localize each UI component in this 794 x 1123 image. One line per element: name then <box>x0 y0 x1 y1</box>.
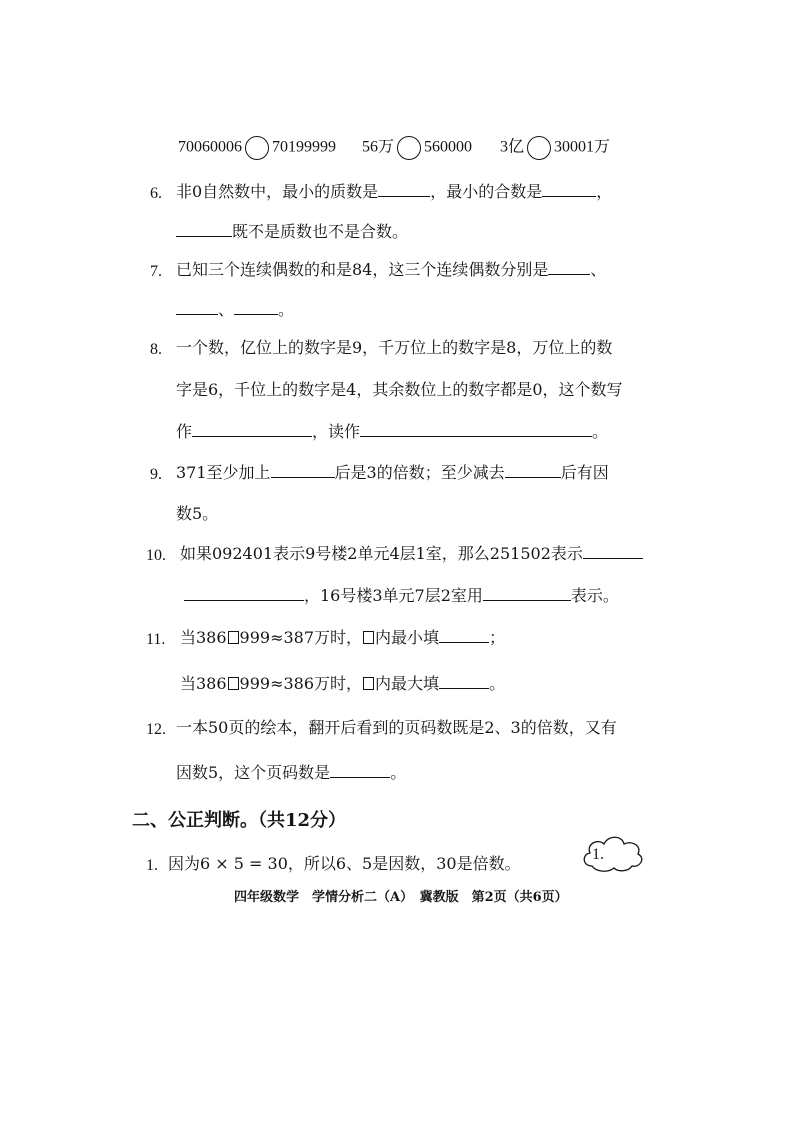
q6-line1 <box>176 182 612 202</box>
q11-line1 <box>180 628 505 648</box>
q7-end: 。 <box>278 300 295 319</box>
answer-cloud-icon[interactable] <box>580 832 646 874</box>
q11-box1 <box>228 631 239 644</box>
q7-blank1[interactable] <box>548 260 590 275</box>
q12-end: 。 <box>390 763 407 782</box>
q9-line2 <box>176 504 218 524</box>
q9-blank1[interactable] <box>271 463 335 478</box>
q9-number: 9. <box>150 466 162 483</box>
q7-line2 <box>176 300 294 320</box>
q12-line2 <box>176 763 406 783</box>
q6-text3: ， <box>596 182 613 201</box>
q9-text2: 后是3的倍数；至少减去 <box>334 463 505 482</box>
q8-number: 8. <box>150 341 162 358</box>
q8-blank2[interactable] <box>360 422 592 437</box>
section-title: 二、公正判断。（共12分） <box>132 810 347 831</box>
q11-blank1[interactable] <box>439 628 489 643</box>
q7-sep2: 、 <box>218 300 235 319</box>
q11-box1b <box>363 631 374 644</box>
q10-text3: 表示。 <box>570 586 619 605</box>
q8-line1 <box>176 338 612 358</box>
q8-line3 <box>176 422 608 442</box>
q6-number: 6. <box>150 185 162 202</box>
q11-text2a: 当386 <box>180 674 227 693</box>
q6-blank3[interactable] <box>176 222 232 237</box>
q11-box2 <box>228 677 239 690</box>
q11-text2d: 。 <box>489 674 506 693</box>
q11-text2b: 999≈386万时， <box>239 674 363 693</box>
q11-text1b: 999≈387万时， <box>239 628 363 647</box>
q6-text1: 非0自然数中，最小的质数是 <box>176 182 379 201</box>
q7-sep1: 、 <box>590 260 607 279</box>
q12-line1 <box>176 718 617 738</box>
q8-line2 <box>176 380 623 400</box>
q12-text1: 一本50页的绘本，翻开后看到的页码数既是2、3的倍数，又有 <box>176 718 617 737</box>
q12-blank1[interactable] <box>330 763 390 778</box>
q10-blank3[interactable] <box>483 586 571 601</box>
j1-text: 因为6 × 5 = 30，所以6、5是因数，30是倍数。 <box>168 854 521 873</box>
q8-blank1[interactable] <box>192 422 312 437</box>
q10-text1: 如果092401表示9号楼2单元4层1室，那么251502表示 <box>180 544 583 563</box>
q11-text2c: 内最大填 <box>375 674 440 693</box>
q6-line2 <box>176 222 408 242</box>
q10-line1 <box>180 544 643 564</box>
compare-c-left: 3亿 <box>500 138 525 156</box>
q9-line1 <box>176 463 609 483</box>
q8-text1: 一个数，亿位上的数字是9，千万位上的数字是8，万位上的数 <box>176 338 613 357</box>
q11-text1a: 当386 <box>180 628 227 647</box>
q11-text1d: ； <box>489 628 506 647</box>
q10-number: 10. <box>146 547 166 564</box>
q7-text1: 已知三个连续偶数的和是84，这三个连续偶数分别是 <box>176 260 549 279</box>
q10-blank1[interactable] <box>583 544 643 559</box>
q11-line2 <box>180 674 505 694</box>
q11-blank2[interactable] <box>439 674 489 689</box>
q8-text3: 作 <box>176 422 193 441</box>
q11-text1c: 内最小填 <box>375 628 440 647</box>
q10-blank2[interactable] <box>184 586 304 601</box>
compare-c-circle[interactable] <box>527 136 551 160</box>
q8-end: 。 <box>592 422 609 441</box>
compare-b-left: 56万 <box>362 138 395 156</box>
q6-blank1[interactable] <box>378 182 430 197</box>
compare-b-circle[interactable] <box>397 136 421 160</box>
q6-blank2[interactable] <box>542 182 596 197</box>
q11-box2b <box>363 677 374 690</box>
page-footer: 四年级数学 学情分析二（A） 冀教版 第2页（共6页） <box>234 890 568 905</box>
cloud-label: 1. <box>592 846 604 863</box>
q8-text4: ，读作 <box>312 422 361 441</box>
compare-a-left: 70060006 <box>178 138 242 156</box>
q7-line1 <box>176 260 606 280</box>
q12-text2: 因数5，这个页码数是 <box>176 763 331 782</box>
q9-text1: 371至少加上 <box>176 463 271 482</box>
q7-blank3[interactable] <box>234 300 278 315</box>
q7-number: 7. <box>150 263 162 280</box>
compare-b-right: 560000 <box>424 138 473 156</box>
q7-blank2[interactable] <box>176 300 218 315</box>
q6-text2: ，最小的合数是 <box>430 182 543 201</box>
compare-c-right: 30001万 <box>554 138 611 156</box>
q10-line2 <box>184 586 619 606</box>
q8-text2: 字是6，千位上的数字是4，其余数位上的数字都是0，这个数写 <box>176 380 623 399</box>
j1-number: 1. <box>146 857 158 874</box>
compare-a-right: 70199999 <box>272 138 336 156</box>
q6-text4: 既不是质数也不是合数。 <box>232 222 409 241</box>
q11-number: 11. <box>146 631 166 648</box>
q9-blank2[interactable] <box>505 463 561 478</box>
compare-a-circle[interactable] <box>245 136 269 160</box>
q12-number: 12. <box>146 721 166 738</box>
q9-text3: 后有因 <box>560 463 609 482</box>
q9-text4: 数5。 <box>176 504 219 523</box>
compare-row <box>178 136 610 160</box>
q10-text2: ，16号楼3单元7层2室用 <box>304 586 483 605</box>
